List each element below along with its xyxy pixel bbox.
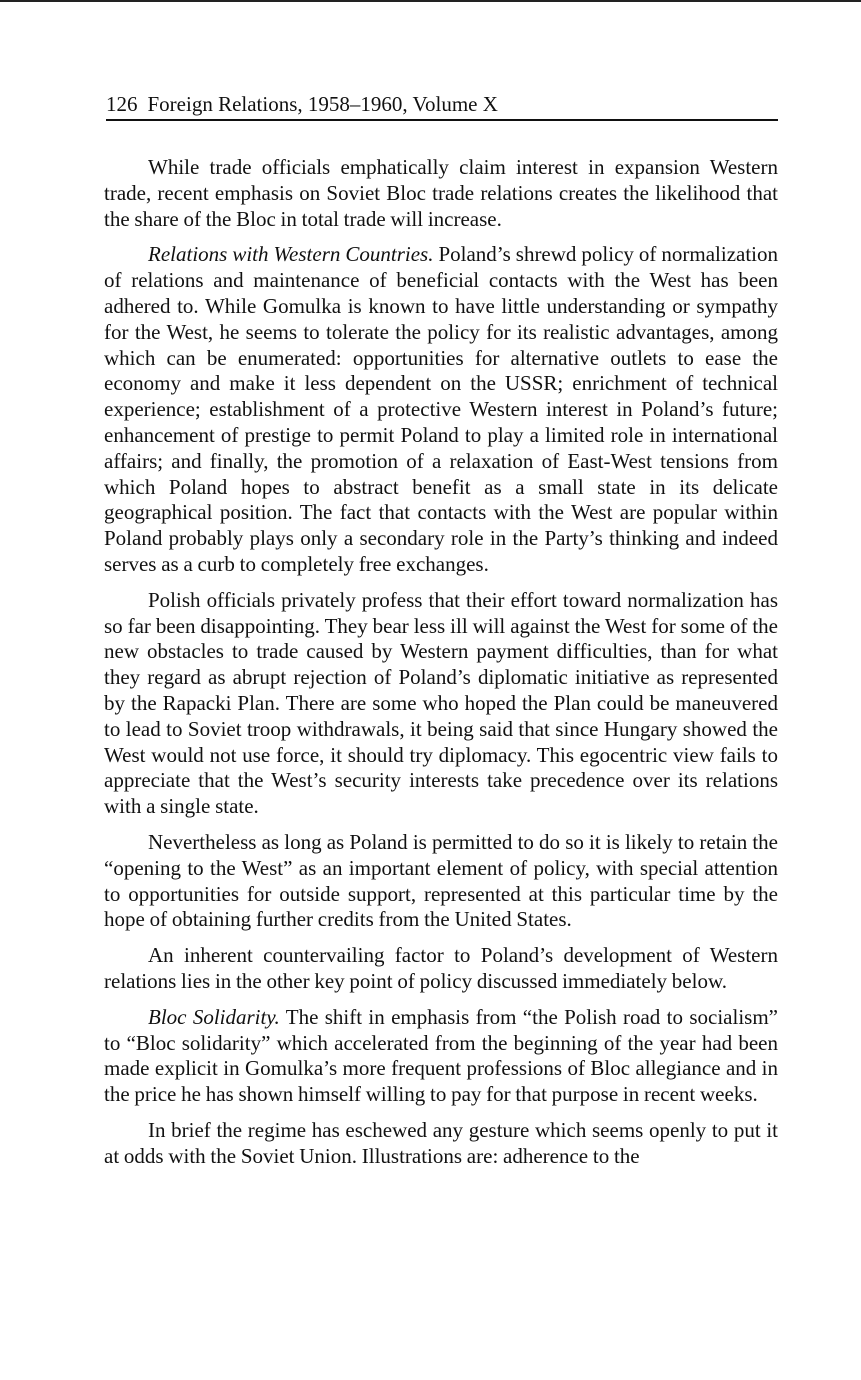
paragraph-trade-officials xyxy=(104,155,778,232)
body-text xyxy=(104,155,778,1169)
paragraph-polish-officials xyxy=(104,588,778,820)
paragraph-text: Nevertheless as long as Poland is permitted to do so it is likely to retain the “opening to the West” as an important element of policy, with special attention to opportunities for outside support, represented at this particular time by the hope of obtaining further credits from the United States. xyxy=(104,829,778,932)
top-edge-rule xyxy=(0,0,861,2)
paragraph-bloc-solidarity xyxy=(104,1005,778,1108)
paragraph-countervailing xyxy=(104,943,778,995)
paragraph-relations-western xyxy=(104,242,778,577)
running-header xyxy=(106,88,778,121)
paragraph-in-brief xyxy=(104,1118,778,1170)
page-number: 126 xyxy=(106,92,138,116)
paragraph-nevertheless xyxy=(104,830,778,933)
paragraph-text: While trade officials emphatically claim interest in expansion Western trade, recent emphasis on Soviet Bloc trade relations creates the likelihood that the share of the Bloc in total trade will increase. xyxy=(104,155,778,231)
section-heading-relations-western: Relations with Western Countries. xyxy=(148,242,434,267)
paragraph-text: An inherent countervailing factor to Poland’s development of Western relations lies in the other key point of policy discussed immediately below. xyxy=(104,943,778,993)
paragraph-text: The shift in emphasis from “the Polish road to socialism” to “Bloc solidarity” which accelerated from the beginning of the year had been made explicit in Gomulka’s more frequent professions of Bloc allegiance and in the price he has shown himself willing to pay for that purpose in recent weeks. xyxy=(104,1004,778,1107)
running-header-text xyxy=(106,92,498,116)
paragraph-text: In brief the regime has eschewed any gesture which seems openly to put it at odds with the Soviet Union. Illustrations are: adherence to the xyxy=(104,1117,778,1168)
paragraph-text: Poland’s shrewd policy of normalization of relations and maintenance of beneficial contacts with the West has been adhered to. While Gomulka is known to have little understanding or sympathy for the West, he seems to tolerate the policy for its realistic advantages, among which can be enumerated: opportunities for alternative outlets to ease the economy and make it less dependent on the USSR; enrichment of technical experience; establishment of a protective Western interest in Poland’s future; enhancement of prestige to permit Poland to play a limited role in international affairs; and finally, the promotion of a relaxation of East-West tensions from which Poland hopes to abstract benefit as a small state in its delicate geographical position. The fact that contacts with the West are popular within Poland probably plays only a secondary role in the Party’s thinking and indeed serves as a curb to completely free exchanges. xyxy=(104,242,778,576)
section-heading-bloc-solidarity: Bloc Solidarity. xyxy=(148,1004,280,1029)
volume-title: Foreign Relations, 1958–1960, Volume X xyxy=(147,92,498,116)
paragraph-text: Polish officials privately profess that their effort toward normalization has so far been disappointing. They bear less ill will against the West for some of the new obstacles to trade caused by Western payment difficulties, than for what they regard as abrupt rejection of Poland’s diplomatic initiative as represented by the Rapacki Plan. There are some who hoped the Plan could be maneuvered to lead to Soviet troop withdrawals, it being said that since Hungary showed the West would not use force, it should try diplomacy. This egocentric view fails to appreciate that the West’s security interests take precedence over its relations with a single state. xyxy=(104,587,778,819)
